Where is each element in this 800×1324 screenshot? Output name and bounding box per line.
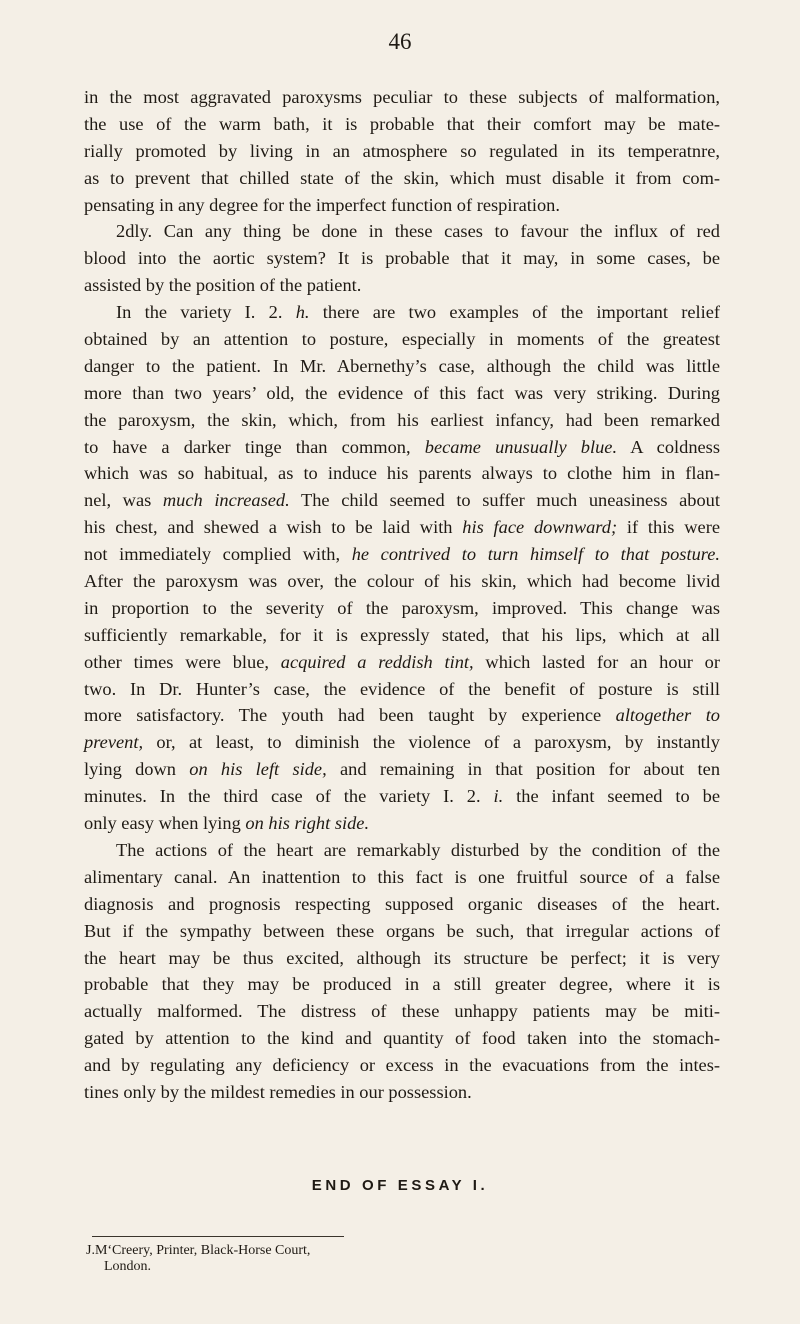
text-line: [84, 299, 720, 326]
text-run: The child seemed to suffer much uneasiness about: [289, 490, 720, 511]
text-run: tines only by the mildest remedies in our possession.: [84, 1081, 472, 1102]
text-run: rially promoted by living in an atmosphere so regulated in its temperatnre,: [84, 140, 720, 161]
text-run: In the variety I. 2.: [116, 302, 296, 323]
printer-imprint: [86, 1243, 310, 1275]
text-run: to have a darker tinge than common,: [84, 436, 425, 457]
italic-text: h.: [295, 302, 310, 323]
text-run: if this were: [617, 517, 720, 538]
text-run: there are two examples of the important relief: [309, 302, 720, 323]
text-run: 2dly. Can any thing be done in these cases to favour the influx of red: [116, 221, 720, 242]
text-line: [84, 891, 720, 918]
text-run: sufficiently remarkable, for it is expressly stated, that his lips, which at all: [84, 624, 720, 645]
text-line: [84, 568, 720, 595]
text-line: [84, 111, 720, 138]
text-run: other times were blue,: [84, 651, 281, 672]
text-line: [84, 326, 720, 353]
imprint-line-2: London.: [104, 1259, 152, 1274]
text-run: pensating in any degree for the imperfect function of respiration.: [84, 194, 560, 215]
text-run: alimentary canal. An inattention to this fact is one fruitful source of a false: [84, 866, 720, 887]
text-run: gated by attention to the kind and quantity of food taken into the stomach-: [84, 1028, 720, 1049]
text-line: [84, 192, 720, 219]
text-run: actually malformed. The distress of these unhappy patients may be miti-: [84, 1001, 720, 1022]
text-run: not immediately complied with,: [84, 544, 352, 565]
body-text: [84, 84, 720, 1106]
text-line: [84, 971, 720, 998]
italic-text: on his left side,: [189, 759, 327, 780]
text-run: the heart may be thus excited, although its structure be perfect; it is very: [84, 947, 720, 968]
text-line: [84, 756, 720, 783]
italic-text: acquired a reddish tint,: [280, 651, 474, 672]
text-run: and by regulating any deficiency or excess in the evacuations from the intes-: [84, 1055, 720, 1076]
text-run: in the most aggravated paroxysms peculiar to these subjects of malformation,: [84, 87, 720, 107]
text-run: which lasted for an hour or: [473, 651, 721, 672]
text-run: only easy when lying: [84, 813, 246, 834]
text-line: [84, 138, 720, 165]
text-line: [84, 245, 720, 272]
text-run: danger to the patient. In Mr. Abernethy’s case, although the child was little: [84, 355, 720, 376]
text-run: obtained by an attention to posture, especially in moments of the greatest: [84, 329, 720, 350]
text-run: blood into the aortic system? It is probable that it may, in some cases, be: [84, 248, 720, 269]
text-run: nel, was: [84, 490, 163, 511]
text-line: [84, 729, 720, 756]
text-line: [84, 945, 720, 972]
text-line: [84, 649, 720, 676]
text-run: two. In Dr. Hunter’s case, the evidence of the benefit of posture is still: [84, 678, 720, 699]
text-line: [84, 541, 720, 568]
text-line: [84, 1079, 720, 1106]
text-line: [84, 272, 720, 299]
italic-text: altogether to: [615, 705, 720, 726]
text-run: the paroxysm, the skin, which, from his earliest infancy, had been remarked: [84, 409, 720, 430]
text-line: [84, 218, 720, 245]
imprint-divider: [92, 1236, 344, 1237]
text-line: [84, 864, 720, 891]
text-run: But if the sympathy between these organs be such, that irregular actions of: [84, 920, 720, 941]
italic-text: his face downward;: [462, 517, 618, 538]
text-run: and remaining in that position for about ten: [326, 759, 721, 780]
text-run: lying down: [84, 759, 190, 780]
text-line: [84, 165, 720, 192]
text-run: more satisfactory. The youth had been taught by experience: [84, 705, 616, 726]
italic-text: i.: [493, 786, 504, 807]
text-run: more than two years’ old, the evidence of this fact was very striking. During: [84, 382, 720, 403]
text-line: [84, 676, 720, 703]
page-number: 46: [388, 29, 412, 54]
text-run: in proportion to the severity of the paroxysm, improved. This change was: [84, 597, 720, 618]
text-run: his chest, and shewed a wish to be laid with: [84, 517, 463, 538]
text-run: which was so habitual, as to induce his parents always to clothe him in flan-: [84, 463, 720, 484]
italic-text: became unusually blue.: [424, 436, 618, 457]
text-line: [84, 783, 720, 810]
text-line: [84, 487, 720, 514]
text-run: the infant seemed to be: [503, 786, 720, 807]
text-line: [84, 434, 720, 461]
text-line: [84, 837, 720, 864]
text-run: as to prevent that chilled state of the skin, which must disable it from com-: [84, 167, 720, 188]
italic-text: much increased.: [162, 490, 290, 511]
text-line: [84, 353, 720, 380]
text-line: [84, 1025, 720, 1052]
text-run: minutes. In the third case of the variety I. 2.: [84, 786, 494, 807]
text-line: [84, 380, 720, 407]
text-line: [84, 460, 720, 487]
text-run: The actions of the heart are remarkably disturbed by the condition of the: [116, 839, 720, 860]
italic-text: prevent,: [84, 732, 144, 753]
text-run: or, at least, to diminish the violence of a paroxysm, by instantly: [143, 732, 720, 753]
text-run: diagnosis and prognosis respecting supposed organic diseases of the heart.: [84, 893, 720, 914]
text-line: [84, 84, 720, 111]
text-line: [84, 407, 720, 434]
text-line: [84, 514, 720, 541]
text-line: [84, 702, 720, 729]
text-run: After the paroxysm was over, the colour of his skin, which had become livid: [84, 571, 720, 592]
text-line: [84, 595, 720, 622]
italic-text: he contrived to turn himself to that posture.: [351, 544, 720, 565]
text-line: [84, 998, 720, 1025]
text-line: [84, 1052, 720, 1079]
imprint-line-1: J.M‘Creery, Printer, Black-Horse Court,: [86, 1243, 311, 1258]
text-line: [84, 810, 720, 837]
italic-text: on his right side.: [245, 813, 370, 834]
text-run: probable that they may be produced in a still greater degree, where it is: [84, 974, 720, 995]
end-of-essay-heading: END OF ESSAY I.: [311, 1177, 489, 1194]
text-line: [84, 622, 720, 649]
text-run: A coldness: [617, 436, 720, 457]
text-run: assisted by the position of the patient.: [84, 275, 362, 296]
text-run: the use of the warm bath, it is probable that their comfort may be mate-: [84, 113, 720, 134]
text-line: [84, 918, 720, 945]
